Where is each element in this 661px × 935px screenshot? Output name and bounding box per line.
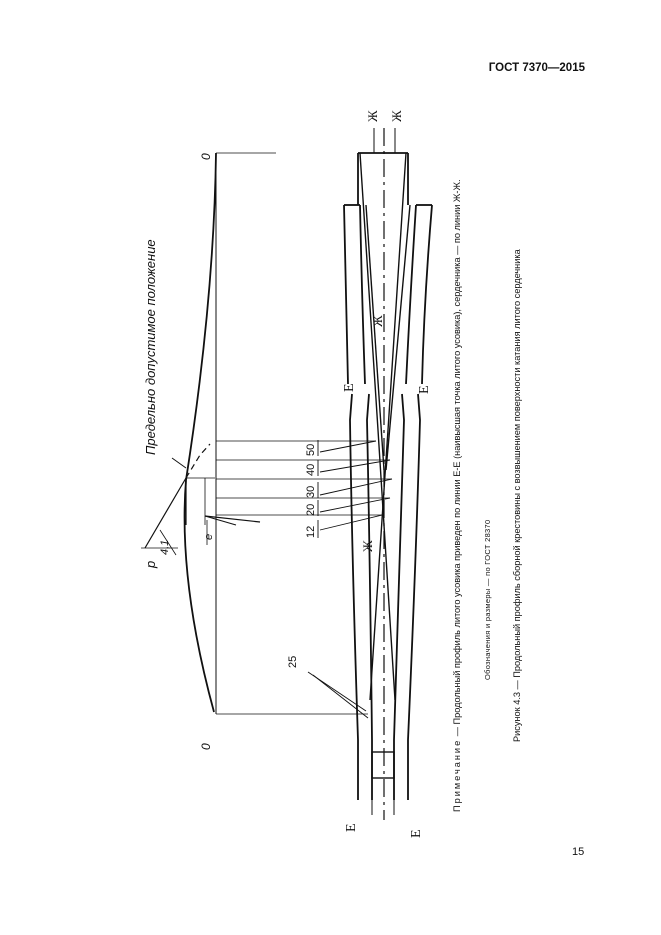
alpha-label: 4,1 — [159, 539, 171, 555]
leader-25b — [313, 675, 368, 718]
e-line — [205, 516, 260, 522]
leader-20 — [320, 498, 390, 512]
dim-20-label: 20 — [305, 503, 317, 516]
zero-top-label: 0 — [199, 153, 213, 160]
section-E-right-mid: Е — [417, 385, 432, 394]
figure-note — [452, 179, 462, 812]
wing-rail-right-outer — [408, 205, 432, 800]
frog-nose-left — [366, 205, 384, 470]
p-label: p — [143, 560, 158, 568]
section-Zh-top-right: Ж — [389, 110, 404, 122]
dimension-leaders — [308, 440, 392, 718]
dim-30-label: 30 — [305, 485, 317, 498]
note-text: — Продольный профиль литого усовика приведен по линии Е-Е (наивысшая точка литого усовика), сердечника — по линии Ж-Ж. — [452, 179, 462, 739]
zero-bottom-label: 0 — [199, 743, 213, 750]
dim-40-label: 40 — [305, 463, 317, 476]
dim-50-label: 50 — [305, 443, 317, 456]
bottom-joint — [372, 752, 394, 778]
section-Zh-lower: Ж — [360, 540, 375, 552]
profile-curve-lower — [185, 480, 214, 712]
section-Zh-mid: Ж — [370, 315, 385, 327]
section-E-left-mid: Е — [342, 383, 357, 392]
section-Zh-top-left: Ж — [365, 110, 380, 122]
dim-12-label: 12 — [305, 525, 317, 538]
profile-curve-upper — [186, 153, 216, 480]
e-label: e — [203, 533, 215, 540]
figure-subnote: Обозначения и размеры — по ГОСТ 28370 — [483, 519, 492, 680]
crossing-plan — [344, 128, 432, 820]
standard-code: ГОСТ 7370—2015 — [488, 62, 585, 74]
limit-position-label: Предельно допустимое положение — [143, 239, 158, 455]
throat-line-2 — [370, 153, 406, 700]
frog-nose-right — [386, 205, 410, 470]
limit-arrow — [172, 458, 186, 468]
section-E-right-bottom: Е — [409, 829, 424, 838]
wing-rail-left-outer — [344, 205, 358, 800]
note-prefix: Примечание — [452, 738, 462, 812]
page-number: 15 — [572, 846, 585, 858]
dim-25-label: 25 — [287, 655, 299, 668]
p-line — [145, 478, 186, 548]
leader-40 — [320, 460, 390, 472]
figure-caption: Рисунок 4.3 — Продольный профиль сборной крестовины с возвышением поверхности катания литого сердечника — [512, 249, 522, 742]
section-E-left-bottom: Е — [344, 823, 359, 832]
